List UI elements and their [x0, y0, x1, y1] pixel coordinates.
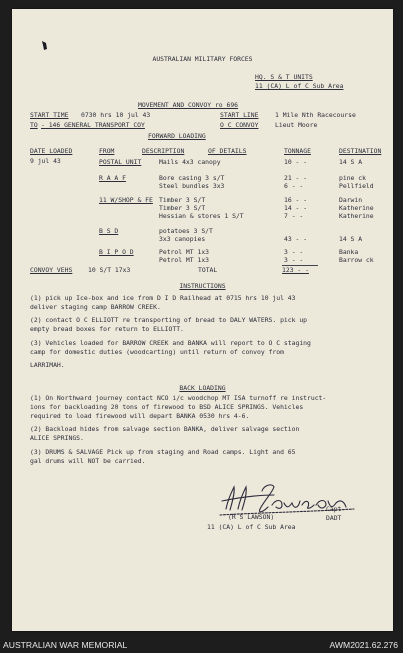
back-loading-line: (3) DRUMS & SALVAGE Pick up from staging and Road camps. Light and 65 — [30, 448, 296, 456]
row-tonnage: 43 - - — [284, 235, 308, 243]
back-loading-heading: BACK LOADING — [179, 384, 226, 392]
row-from: POSTAL UNIT — [99, 158, 142, 166]
archive-name: AUSTRALIAN WAR MEMORIAL — [3, 640, 128, 650]
row-description: Hessian & stores 1 S/T — [159, 212, 244, 220]
row-tonnage: 7 - - — [284, 212, 304, 220]
row-destination: Darwin — [339, 196, 363, 204]
signatory-title: DADT — [326, 514, 342, 522]
instructions-heading: INSTRUCTIONS — [179, 282, 226, 290]
loading-date: 9 jul 43 — [30, 157, 61, 165]
row-description: Steel bundles 3x3 — [159, 182, 225, 190]
instruction-line: (3) Vehicles loaded for BARROW CREEK and BANKA will report to O C staging — [30, 339, 311, 347]
back-loading-line: ions for backloading 20 tons of firewood to BSD ALICE SPRINGS. Vehicles — [30, 403, 304, 411]
convoy-vehs-label: CONVOY VEHS — [30, 266, 73, 274]
order-number: MOVEMENT AND CONVOY ro 696 — [138, 101, 239, 109]
start-line-value: 1 Mile Nth Racecourse — [275, 111, 356, 119]
col-date-loaded: DATE LOADED — [30, 147, 73, 155]
row-from: 11 W/SHOP & FE — [99, 196, 153, 204]
row-tonnage: 21 - - — [284, 174, 308, 182]
row-description: Petrol MT 1x3 — [159, 256, 210, 264]
row-from: R A A F — [99, 174, 126, 182]
row-tonnage: 3 - - — [284, 256, 304, 264]
back-loading-line: gal drums will NOT be carried. — [30, 457, 146, 465]
row-description: 3x3 canopies — [159, 235, 206, 243]
total-label: TOTAL — [198, 266, 218, 274]
back-loading-line: required to load firewood will depart BANKA 0530 hrs 4-6. — [30, 412, 250, 420]
back-loading-line: (2) Backload hides from salvage section BANKA, deliver salvage section — [30, 425, 300, 433]
forward-loading-heading: FORWARD LOADING — [148, 132, 206, 140]
row-destination: Banka — [339, 248, 359, 256]
row-tonnage: 6 - - — [284, 182, 304, 190]
start-line-label: START LINE — [220, 111, 259, 119]
start-time-label: START TIME — [30, 111, 69, 119]
hq-heading: HQ. S & T UNITS — [255, 73, 313, 81]
instruction-line: empty bread boxes for return to ELLIOTT. — [30, 325, 184, 333]
signatory-name: (R S LAWSON) — [228, 513, 275, 521]
col-from: FROM — [99, 147, 115, 155]
row-description: Petrol MT 1x3 — [159, 248, 210, 256]
col-description: DESCRIPTION — [142, 147, 185, 155]
row-tonnage: 16 - - — [284, 196, 308, 204]
signatory-unit: 11 (CA) L of C Sub Area — [207, 523, 296, 531]
instruction-line: LARRIMAH. — [30, 361, 65, 369]
to-value: - 146 GENERAL TRANSPORT COY — [41, 121, 145, 129]
punch-hole-mark — [41, 35, 48, 44]
hq-sub-area: 11 (CA) L of C Sub Area — [255, 82, 344, 90]
row-destination: Barrow ck — [339, 256, 374, 264]
row-description: potatoes 3 S/T — [159, 227, 213, 235]
convoy-commander: Lieut Moore — [275, 121, 318, 129]
row-tonnage: 3 - - — [284, 248, 304, 256]
row-description: Timber 3 S/T — [159, 204, 206, 212]
row-destination: 14 S A — [339, 158, 363, 166]
row-destination: pine ck — [339, 174, 366, 182]
convoy-label: O C CONVOY — [220, 121, 259, 129]
document-page — [12, 9, 393, 631]
signatory-rank: Capt — [326, 505, 342, 513]
col-destination: DESTINATION — [339, 147, 382, 155]
row-destination: 14 S A — [339, 235, 363, 243]
to-label: TO — [30, 121, 38, 129]
back-loading-line: (1) On Northward journey contact NCO i/c woodchop MT ISA turnoff re instruct- — [30, 394, 327, 402]
back-loading-line: ALICE SPRINGS. — [30, 434, 84, 442]
instruction-line: (1) pick up Ice-box and ice from D I D Railhead at 0715 hrs 10 jul 43 — [30, 294, 296, 302]
row-tonnage: 10 - - — [284, 158, 308, 166]
row-description: Mails 4x3 canopy — [159, 158, 221, 166]
row-destination: Pellfield — [339, 182, 374, 190]
document-title: AUSTRALIAN MILITARY FORCES — [152, 55, 253, 63]
row-tonnage: 14 - - — [284, 204, 308, 212]
instruction-line: camp for domestic duties (woodcarting) until return of convoy from — [30, 348, 284, 356]
row-description: Bore casing 3 s/T — [159, 174, 225, 182]
row-destination: Katherine — [339, 212, 374, 220]
row-from: B S D — [99, 227, 119, 235]
start-time-value: 0730 hrs 10 jul 43 — [81, 111, 151, 119]
row-destination: Katherine — [339, 204, 374, 212]
row-description: Timber 3 S/T — [159, 196, 206, 204]
total-value: 123 - - — [282, 266, 309, 274]
accession-number: AWM2021.62.276 — [329, 640, 398, 650]
row-from: B I P O D — [99, 248, 134, 256]
convoy-vehs-value: 10 S/T 17x3 — [88, 266, 131, 274]
col-of-details: OF DETAILS — [208, 147, 247, 155]
archive-footer — [0, 637, 403, 653]
col-tonnage: TONNAGE — [284, 147, 311, 155]
instruction-line: deliver staging camp BARROW CREEK. — [30, 303, 161, 311]
instruction-line: (2) contact O C ELLIOTT re transporting of bread to DALY WATERS. pick up — [30, 316, 308, 324]
